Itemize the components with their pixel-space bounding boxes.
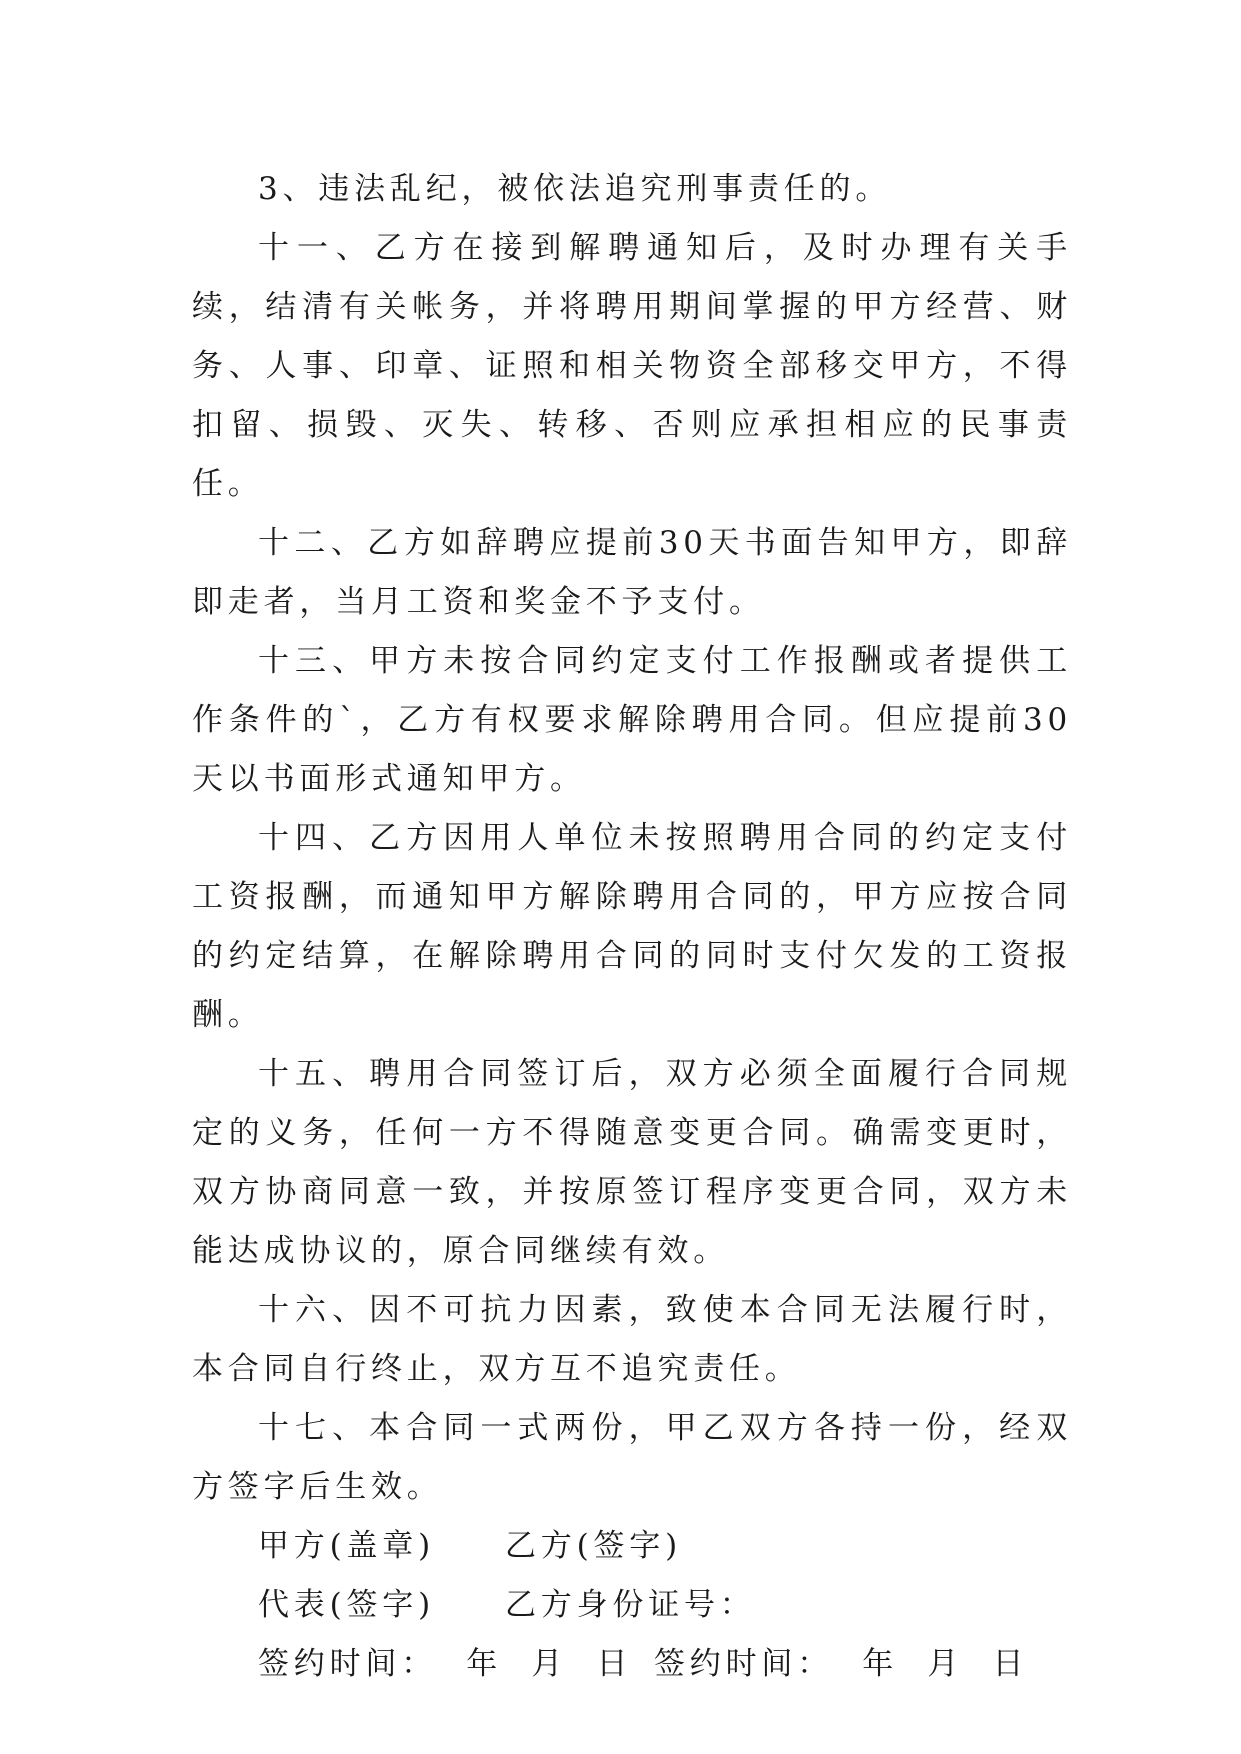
party-b-id-label: 乙方身份证号： — [505, 1587, 756, 1623]
party-a-seal-label: 甲方(盖章) — [258, 1528, 435, 1564]
paragraph-clause-15: 十五、聘用合同签订后，双方必须全面履行合同规定的义务，任何一方不得随意变更合同。确需变更时，双方协商同意一致，并按原签订程序变更合同，双方未能达成协议的，原合同继续有效。 — [192, 1056, 1072, 1269]
signature-row-dates — [192, 1635, 1072, 1694]
party-b-sign-label: 乙方(签字) — [505, 1528, 682, 1564]
signature-row-parties — [192, 1517, 1072, 1576]
signature-block — [192, 1517, 1072, 1694]
paragraph-clause-3: 3、违法乱纪，被依法追究刑事责任的。 — [258, 171, 892, 207]
paragraph-clause-11: 十一、乙方在接到解聘通知后，及时办理有关手续，结清有关帐务，并将聘用期间掌握的甲方经营、财务、人事、印章、证照和相关物资全部移交甲方，不得扣留、损毁、灭失、转移、否则应承担相应的民事责任。 — [192, 230, 1072, 502]
representative-sign-label: 代表(签字) — [258, 1587, 435, 1623]
document-page — [192, 160, 1072, 1694]
paragraph-clause-14: 十四、乙方因用人单位未按照聘用合同的约定支付工资报酬，而通知甲方解除聘用合同的，甲方应按合同的约定结算，在解除聘用合同的同时支付欠发的工资报酬。 — [192, 820, 1072, 1033]
paragraph-clause-12: 十二、乙方如辞聘应提前30天书面告知甲方，即辞即走者，当月工资和奖金不予支付。 — [192, 525, 1072, 620]
paragraph-clause-13: 十三、甲方未按合同约定支付工作报酬或者提供工作条件的`，乙方有权要求解除聘用合同。但应提前30天以书面形式通知甲方。 — [192, 643, 1072, 797]
paragraph-clause-16: 十六、因不可抗力因素，致使本合同无法履行时，本合同自行终止，双方互不追究责任。 — [192, 1292, 1072, 1387]
party-a-date-label: 签约时间： 年 月 日 — [258, 1646, 633, 1682]
signature-row-representative — [192, 1576, 1072, 1635]
paragraph-clause-17: 十七、本合同一式两份，甲乙双方各持一份，经双方签字后生效。 — [192, 1410, 1072, 1505]
party-b-date-label: 签约时间： 年 月 日 — [654, 1646, 1029, 1682]
